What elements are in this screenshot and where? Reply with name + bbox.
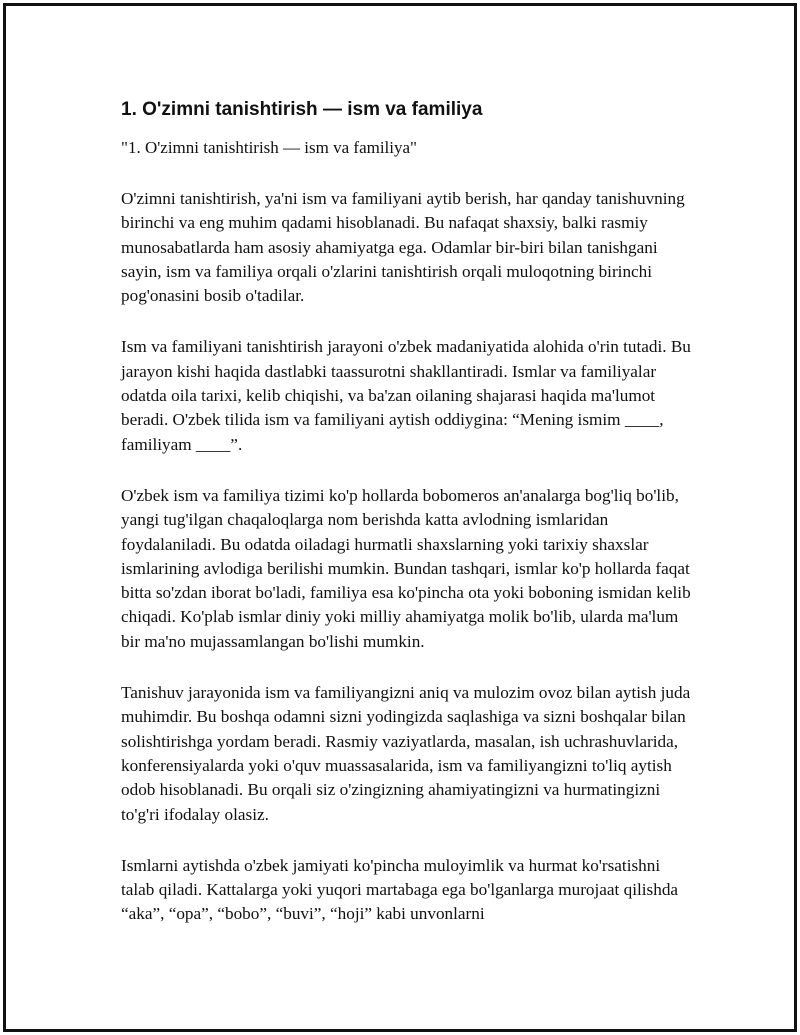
page-frame: [3, 3, 797, 1032]
paragraph: Ism va familiyani tanishtirish jarayoni o'zbek madaniyatida alohida o'rin tutadi. Bu jarayon kishi haqida dastlabki taassurotni shakllantiradi. Ismlar va familiyalar odatda oila tarixi, kelib chiqishi, va ba'zan oilaning shajarasi haqida ma'lumot beradi. O'zbek tilida ism va familiyani aytish oddiygina: “Mening ismim ____, familiyam ____”.: [121, 337, 691, 454]
section-heading: 1. O'zimni tanishtirish — ism va familiya: [121, 99, 483, 120]
paragraph: O'zimni tanishtirish, ya'ni ism va familiyani aytib berish, har qanday tanishuvning birinchi va eng muhim qadami hisoblanadi. Bu nafaqat shaxsiy, balki rasmiy munosabatlarda ham asosiy ahamiyatga ega. Odamlar bir-biri bilan tanishgani sayin, ism va familiya orqali o'zlarini tanishtirish orqali muloqotning birinchi pog'onasini bosib o'tadilar.: [121, 189, 685, 306]
paragraph: O'zbek ism va familiya tizimi ko'p hollarda bobomeros an'analarga bog'liq bo'lib, yangi tug'ilgan chaqaloqlarga nom berishda katta avlodning ismlaridan foydalaniladi. Bu odatda oiladagi hurmatli shaxslarning yoki tarixiy shaxslar ismlarining avlodiga berilishi mumkin. Bundan tashqari, ismlar ko'p hollarda faqat bitta so'zdan iborat bo'ladi, familiya esa ko'pincha ota yoki boboning ismidan kelib chiqadi. Ko'plab ismlar diniy yoki milliy ahamiyatga molik bo'lib, ularda ma'lum bir ma'no mujassamlangan bo'lishi mumkin.: [121, 485, 691, 651]
paragraph: Ismlarni aytishda o'zbek jamiyati ko'pincha muloyimlik va hurmat ko'rsatishni talab qiladi. Kattalarga yoki yuqori martabaga ega bo'lganlarga murojaat qilishda “aka”, “opa”, “bobo”, “buvi”, “hoji” kabi unvonlarni: [121, 855, 679, 924]
paragraph: Tanishuv jarayonida ism va familiyangizni aniq va mulozim ovoz bilan aytish juda muhimdir. Bu boshqa odamni sizni yodingizda saqlashiga va sizni boshqalar bilan solishtirishga yordam beradi. Rasmiy vaziyatlarda, masalan, ish uchrashuvlarida, konferensiyalarda yoki o'quv muassasalarida, ism va familiyangizni to'liq aytish odob hisoblanadi. Bu orqali siz o'zingizning ahamiyatingizni va hurmatingizni to'g'ri ifodalay olasiz.: [121, 683, 691, 824]
quoted-heading: "1. O'zimni tanishtirish — ism va familiya": [121, 138, 417, 157]
document-body: [121, 96, 696, 927]
